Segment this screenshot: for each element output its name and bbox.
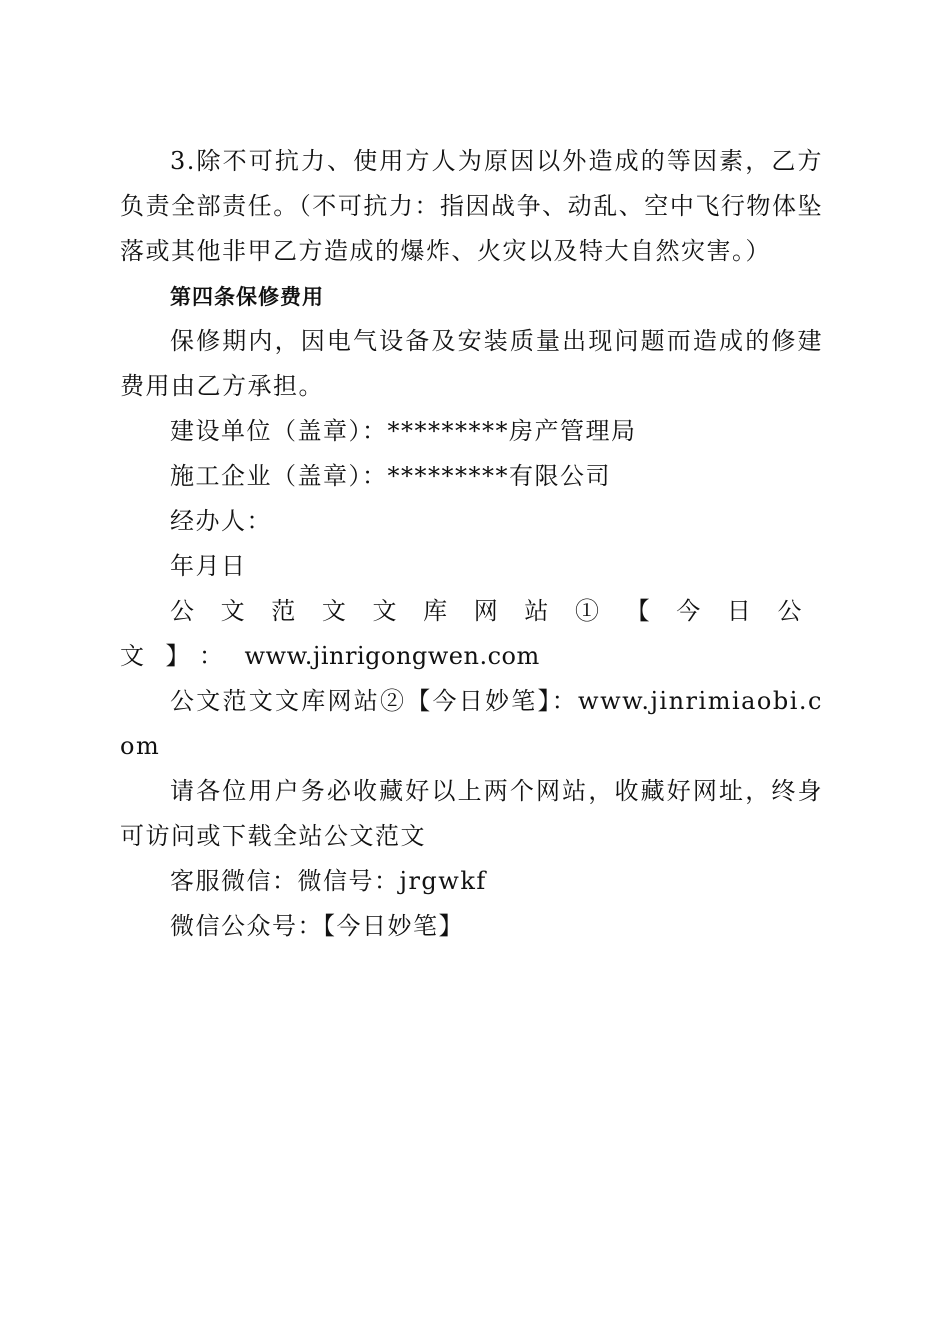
warranty-cost-paragraph: 保修期内，因电气设备及安装质量出现问题而造成的修建费用由乙方承担。: [120, 327, 823, 400]
article-4-heading: 第四条保修费用: [170, 284, 324, 309]
reminder-paragraph: 请各位用户务必收藏好以上两个网站，收藏好网址，终身可访问或下载全站公文范文: [120, 777, 823, 850]
official-account-line: 微信公众号：【今日妙笔】: [170, 912, 464, 940]
construction-unit-line: 建设单位（盖章）：*********房产管理局: [170, 417, 637, 445]
service-wechat-line: 客服微信：微信号：jrgwkf: [170, 867, 487, 895]
contractor-line: 施工企业（盖章）：*********有限公司: [170, 462, 611, 490]
document-page: [120, 139, 823, 949]
clause-3-paragraph: 3.除不可抗力、使用方人为原因以外造成的等因素，乙方负责全部责任。（不可抗力：指因战争、动乱、空中飞行物体坠落或其他非甲乙方造成的爆炸、火灾以及特大自然灾害。）: [120, 147, 823, 265]
handler-line: 经办人：: [170, 507, 272, 535]
site-1-url[interactable]: www.jinrigongwen.com: [244, 642, 540, 670]
site-2-paragraph: 公文范文文库网站②【今日妙笔】：www.jinrimiaobi.com: [120, 687, 823, 760]
site-1-label: 公文范文文库网站①【今日公文】：: [120, 597, 823, 670]
date-line: 年月日: [170, 552, 247, 580]
site-1-paragraph: [120, 589, 823, 679]
